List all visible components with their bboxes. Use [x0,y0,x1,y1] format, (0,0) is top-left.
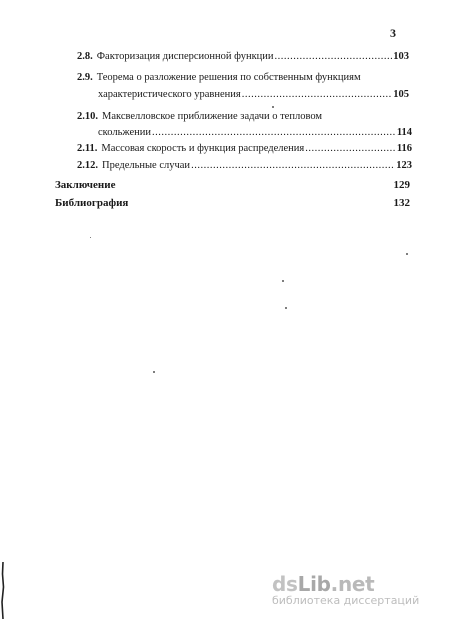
toc-entry [77,142,412,155]
toc-entry-number: 2.9. [77,72,93,83]
toc-entry-continuation-text: характеристического уравнения [98,89,241,100]
toc-entry-title: Максвелловское приближение задачи о тепловом [102,111,323,122]
toc-entry [77,50,409,63]
toc-entry [77,110,377,123]
dot-leader [242,88,393,101]
watermark-logo: dsLib.net [272,572,375,596]
scan-speck [90,237,91,238]
toc-entry [77,71,377,84]
toc-entry-title: Предельные случаи [102,160,191,171]
dot-leader [152,126,396,139]
dot-leader [191,159,395,172]
toc-section-page: 129 [393,179,410,191]
toc-section-page: 132 [393,197,410,209]
watermark [272,572,419,607]
scan-speck [272,106,274,108]
scan-speck [153,371,155,373]
watermark-subtitle: библиотека диссертаций [272,594,420,607]
toc-entry-page: 105 [393,89,409,100]
toc-entry-number: 2.10. [77,111,98,122]
toc-entry-number: 2.12. [77,160,98,171]
toc-entry-page: 114 [396,127,412,138]
toc-entry [77,159,412,172]
toc-section [55,179,410,192]
toc-entry-title: Массовая скорость и функция распределения [101,143,305,154]
toc-entry-page: 123 [396,160,412,171]
toc-section [55,197,410,210]
scan-edge-mark [0,562,6,619]
scan-speck [285,307,287,309]
toc-entry-continuation [98,126,412,139]
toc-entry-number: 2.8. [77,51,93,62]
toc-entry-title: Теорема о разложение решения по собственным функциям [96,72,361,83]
toc-entry-title: Факторизация дисперсионной функции [96,51,274,62]
toc-section-title: Библиография [55,197,129,209]
toc-entry-page: 103 [393,51,409,62]
toc-entry-page: 116 [396,143,412,154]
scan-speck [406,253,408,255]
toc-section-title: Заключение [55,179,116,191]
dot-leader [305,142,396,155]
toc-entry-continuation [98,88,409,101]
scan-speck [282,280,284,282]
toc-entry-continuation-text: скольжении [98,127,152,138]
toc-entry-number: 2.11. [77,143,98,154]
page-number: 3 [390,26,396,40]
dot-leader [275,50,393,63]
